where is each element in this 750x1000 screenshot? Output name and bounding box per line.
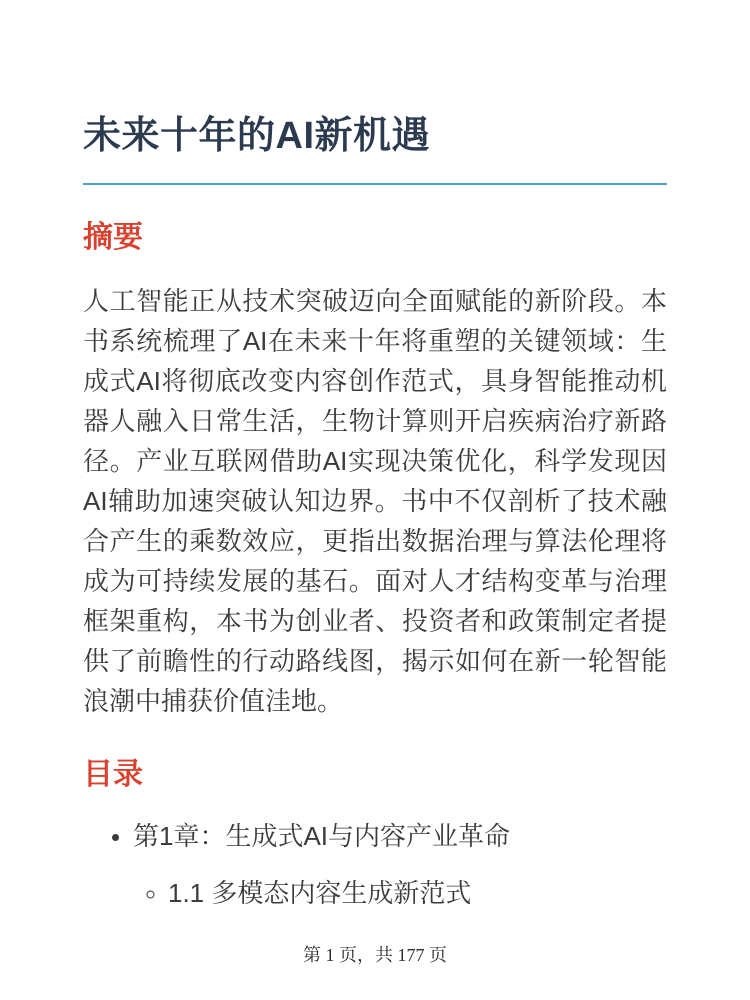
toc-list [83, 816, 667, 913]
abstract-paragraph: 人工智能正从技术突破迈向全面赋能的新阶段。本书系统梳理了AI在未来十年将重塑的关键领域：生成式AI将彻底改变内容创作范式，具身智能推动机器人融入日常生活，生物计算则开启疾病治疗新路径。产业互联网借助AI实现决策优化，科学发现因AI辅助加速突破认知边界。书中不仅剖析了技术融合产生的乘数效应，更指出数据治理与算法伦理将成为可持续发展的基石。面对人才结构变革与治理框架重构，本书为创业者、投资者和政策制定者提供了前瞻性的行动路线图，揭示如何在新一轮智能浪潮中捕获价值洼地。 [83, 286, 667, 716]
toc-sublist [133, 873, 667, 913]
abstract-heading: 摘要 [83, 221, 143, 254]
title-divider [83, 183, 667, 185]
page-title: 未来十年的AI新机遇 [83, 115, 431, 157]
toc-chapter-label: 第1章：生成式AI与内容产业革命 [133, 821, 511, 851]
toc-subsection-label: 1.1 多模态内容生成新范式 [168, 878, 472, 908]
toc-chapter-item [133, 816, 667, 913]
toc-subsection-item [168, 873, 667, 913]
toc-heading: 目录 [83, 758, 143, 791]
page-number-footer: 第 1 页，共 177 页 [303, 945, 447, 965]
